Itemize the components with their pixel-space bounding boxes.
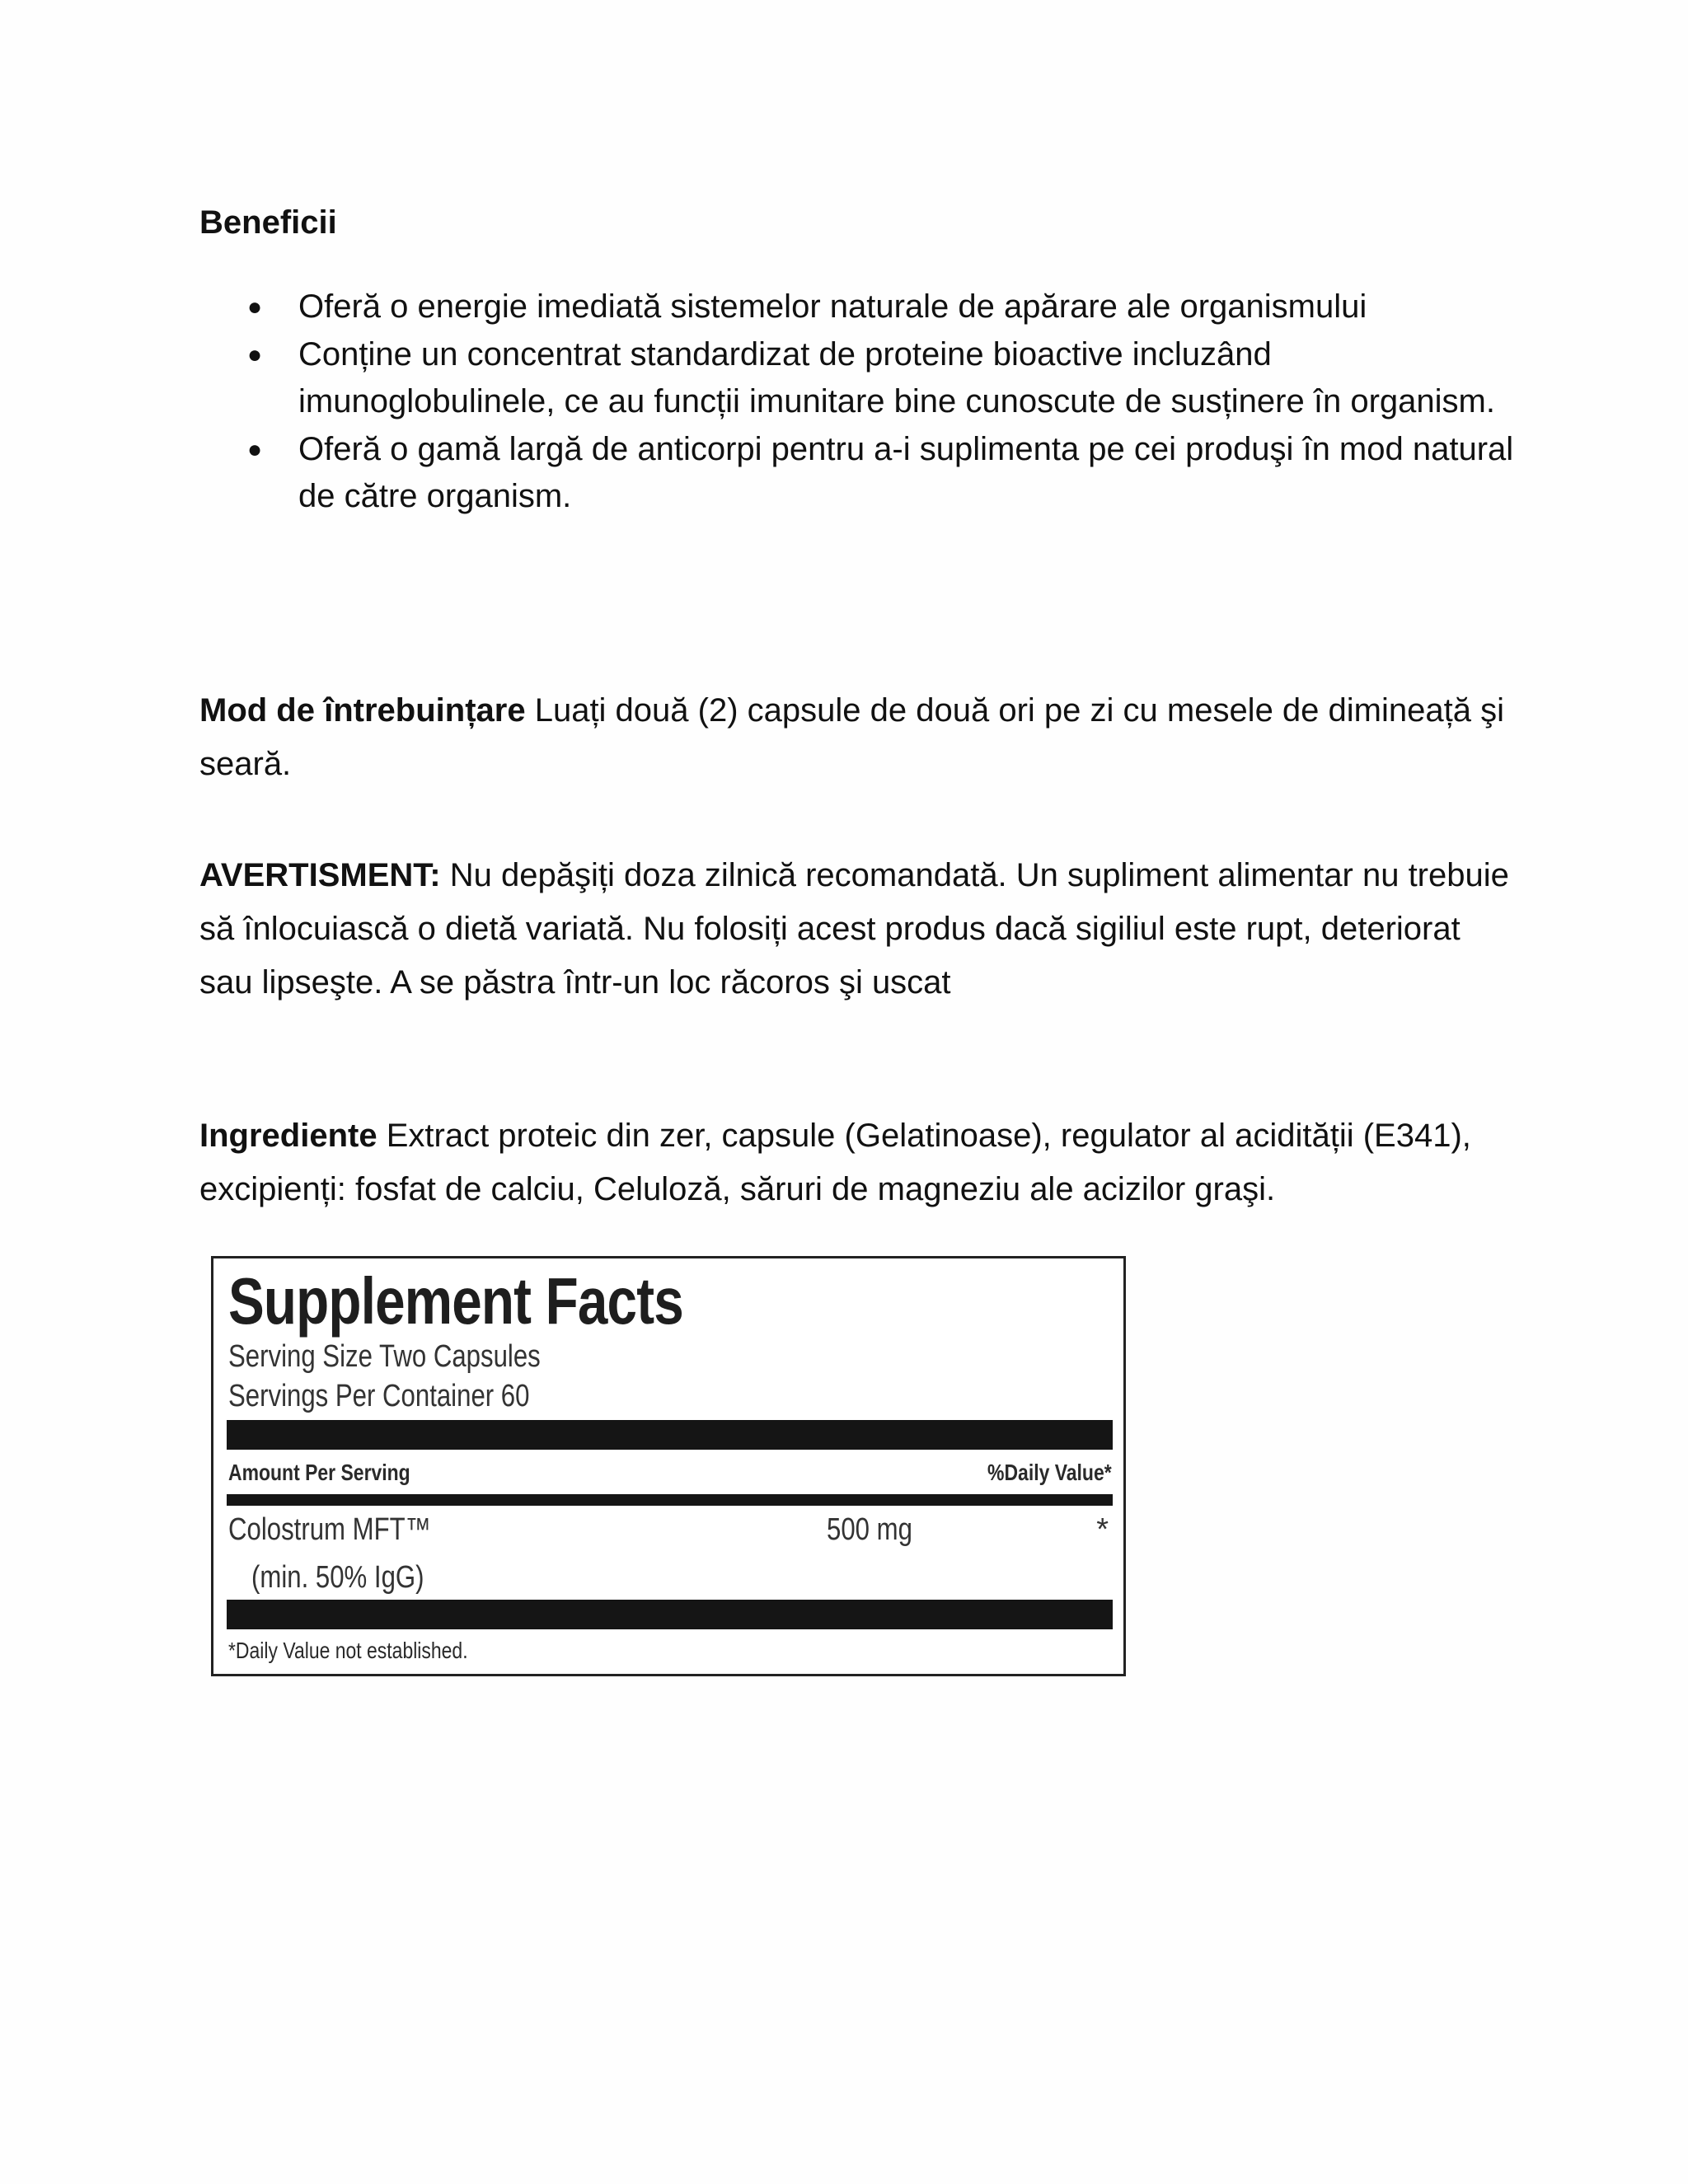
supplement-facts-label <box>211 1256 1126 1676</box>
bullet-icon: ● <box>247 435 263 463</box>
bullet-icon: ● <box>247 340 263 368</box>
usage-text: Luați două (2) capsule de două ori pe zi cu mesele de dimineață şi seară. <box>199 692 1504 782</box>
divider-bar <box>227 1600 1113 1629</box>
warning-label: AVERTISMENT: <box>199 857 441 893</box>
benefit-item <box>199 426 1518 521</box>
ingredient-subtext: (min. 50% IgG) <box>251 1560 424 1595</box>
ingredient-name: Colostrum MFT™ <box>228 1512 431 1547</box>
benefit-text: Oferă o gamă largă de anticorpi pentru a-i suplimenta pe cei produşi în mod natural de către organism. <box>298 430 1514 514</box>
benefits-heading: Beneficii <box>199 204 337 241</box>
bullet-icon: ● <box>247 293 263 321</box>
daily-value-footnote: *Daily Value not established. <box>228 1638 468 1663</box>
benefit-item <box>199 331 1518 426</box>
ingredients-paragraph <box>199 1109 1518 1216</box>
amount-per-serving-header: Amount Per Serving <box>228 1460 410 1485</box>
divider-bar <box>227 1420 1113 1450</box>
benefit-text: Oferă o energie imediată sistemelor naturale de apărare ale organismului <box>298 288 1367 325</box>
benefit-text: Conține un concentrat standardizat de proteine bioactive incluzând imunoglobulinele, ce au funcții imunitare bine cunoscute de susținere în organism. <box>298 335 1495 419</box>
serving-size: Serving Size Two Capsules <box>228 1339 541 1374</box>
ingredients-text: Extract proteic din zer, capsule (Gelatinoase), regulator al acidității (E341), excipienți: fosfat de calciu, Celuloză, săruri de magneziu ale acizilor graşi. <box>199 1118 1471 1207</box>
ingredient-amount: 500 mg <box>827 1512 912 1547</box>
warning-paragraph <box>199 849 1518 1010</box>
ingredients-label: Ingrediente <box>199 1118 377 1154</box>
divider-bar <box>227 1494 1113 1506</box>
benefits-list <box>199 284 1518 521</box>
daily-value-header: %Daily Value* <box>987 1460 1112 1485</box>
usage-paragraph <box>199 684 1518 791</box>
warning-text: Nu depăşiți doza zilnică recomandată. Un supliment alimentar nu trebuie să înlocuiască o dietă variată. Nu folosiți acest produs dacă sigiliul este rupt, deteriorat sau lipseşte. A se păstra într-un loc răcoros şi uscat <box>199 857 1509 1001</box>
servings-per-container: Servings Per Container 60 <box>228 1379 530 1413</box>
ingredient-daily-value: * <box>1096 1512 1109 1547</box>
usage-label: Mod de întrebuințare <box>199 692 526 729</box>
benefit-item <box>199 284 1518 331</box>
supplement-facts-title: Supplement Facts <box>228 1264 683 1338</box>
